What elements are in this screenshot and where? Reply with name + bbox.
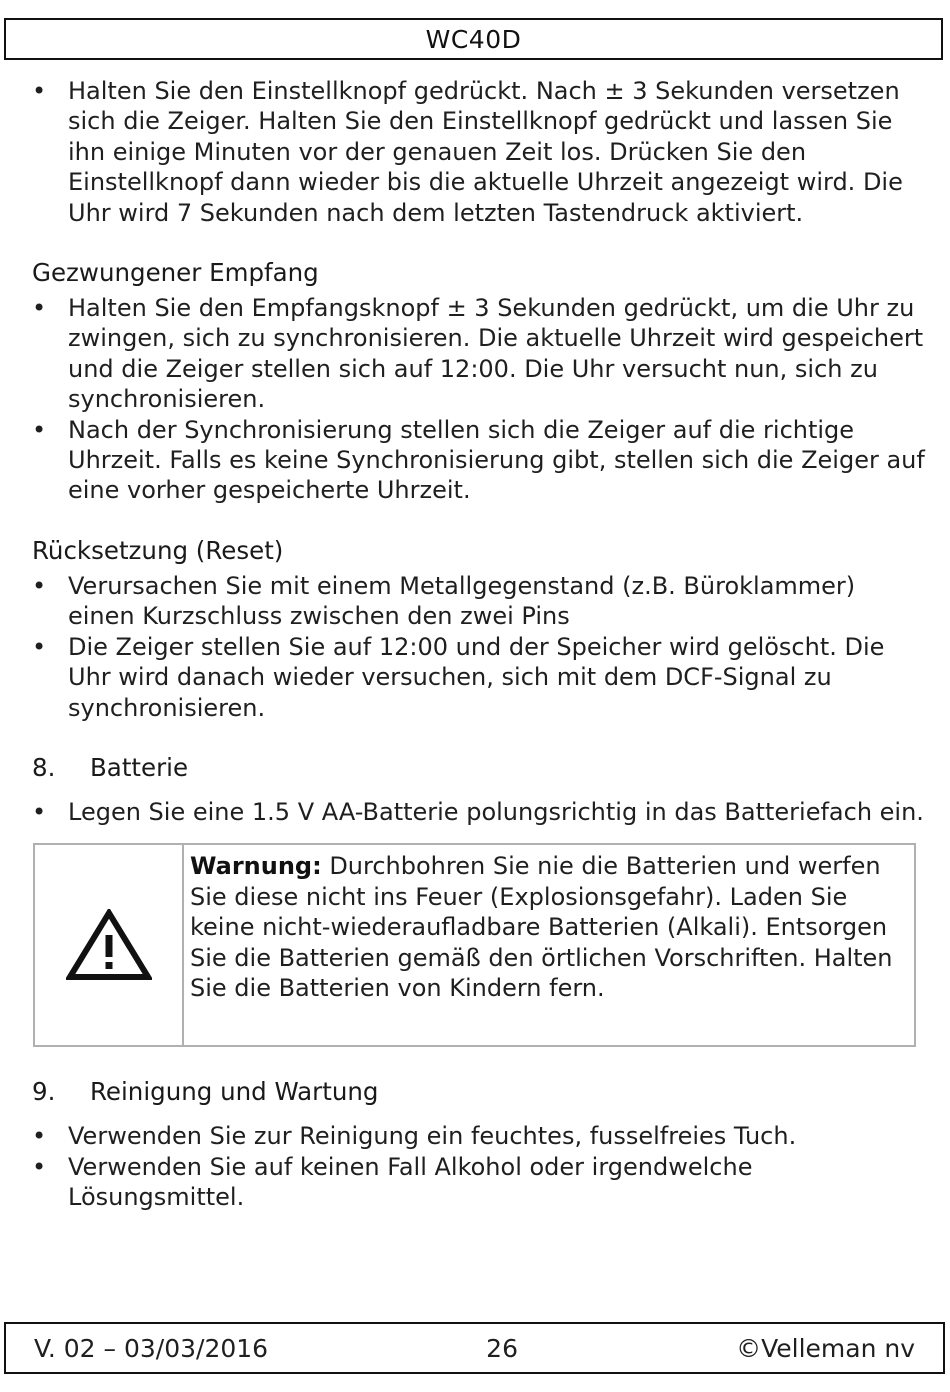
battery-heading <box>0 753 950 783</box>
warning-body: Durchbohren Sie nie die Batterien und werfen Sie diese nicht ins Feuer (Explosionsgefahr). Laden Sie keine nicht-wiederaufladbare Batterien (Alkali). Entsorgen Sie die Batterien gemäß den örtlichen Vorschriften. Halten Sie die Batterien von Kindern fern. <box>190 852 893 1002</box>
page-header <box>4 18 943 60</box>
forced-reception-bullet-list <box>0 293 950 506</box>
list-item: • Nach der Synchronisierung stellen sich die Zeiger auf die richtige Uhrzeit. Falls es keine Synchronisierung gibt, stellen sich die Zeiger auf eine vorher gespeicherte Uhrzeit. <box>0 415 950 506</box>
cleaning-bullet-list <box>0 1121 950 1212</box>
list-item: • Halten Sie den Empfangsknopf ± 3 Sekunden gedrückt, um die Uhr zu zwingen, sich zu synchronisieren. Die aktuelle Uhrzeit wird gespeichert und die Zeiger stellen sich auf 12:00. Die Uhr versucht nun, sich zu synchronisieren. <box>0 293 950 415</box>
warning-label: Warnung: <box>190 852 322 881</box>
list-item: • Verwenden Sie zur Reinigung ein feuchtes, fusselfreies Tuch. <box>0 1121 950 1151</box>
section-title: Reinigung und Wartung <box>90 1077 379 1107</box>
copyright: ©Velleman nv <box>736 1333 915 1363</box>
warning-icon-cell <box>35 845 184 1045</box>
section-title: Batterie <box>90 752 189 782</box>
document-title: WC40D <box>425 24 522 54</box>
version-date: V. 02 – 03/03/2016 <box>34 1333 269 1363</box>
reset-heading: Rücksetzung (Reset) <box>32 535 284 565</box>
list-item: • Halten Sie den Einstellknopf gedrückt. Nach ± 3 Sekunden versetzen sich die Zeiger. Halten Sie den Einstellknopf gedrückt und lassen Sie ihn einige Minuten vor der genauen Zeit los. Drücken Sie den Einstellknopf dann wieder bis die aktuelle Uhrzeit angezeigt wird. Die Uhr wird 7 Sekunden nach dem letzten Tastendruck aktiviert. <box>0 76 950 228</box>
reset-bullet-list <box>0 571 950 723</box>
page-footer <box>4 1322 945 1374</box>
list-item: • Legen Sie eine 1.5 V AA-Batterie polungsrichtig in das Batteriefach ein. <box>0 797 950 827</box>
warning-triangle-icon <box>66 909 152 981</box>
section-number: 9. <box>32 1077 56 1107</box>
list-item: • Verwenden Sie auf keinen Fall Alkohol oder irgendwelche Lösungsmittel. <box>0 1152 950 1213</box>
cleaning-heading <box>0 1077 950 1107</box>
battery-bullet-list <box>0 797 950 827</box>
page-number: 26 <box>486 1333 518 1363</box>
list-item: • Die Zeiger stellen Sie auf 12:00 und der Speicher wird gelöscht. Die Uhr wird danach wieder versuchen, sich mit dem DCF-Signal zu synchronisieren. <box>0 632 950 723</box>
forced-reception-heading: Gezwungener Empfang <box>32 258 319 288</box>
intro-bullet-list <box>0 76 950 228</box>
section-number: 8. <box>32 752 56 782</box>
warning-text <box>184 845 914 1045</box>
battery-warning-box <box>33 843 916 1047</box>
page-content <box>0 76 950 1213</box>
list-item: • Verursachen Sie mit einem Metallgegenstand (z.B. Büroklammer) einen Kurzschluss zwischen den zwei Pins <box>0 571 950 632</box>
